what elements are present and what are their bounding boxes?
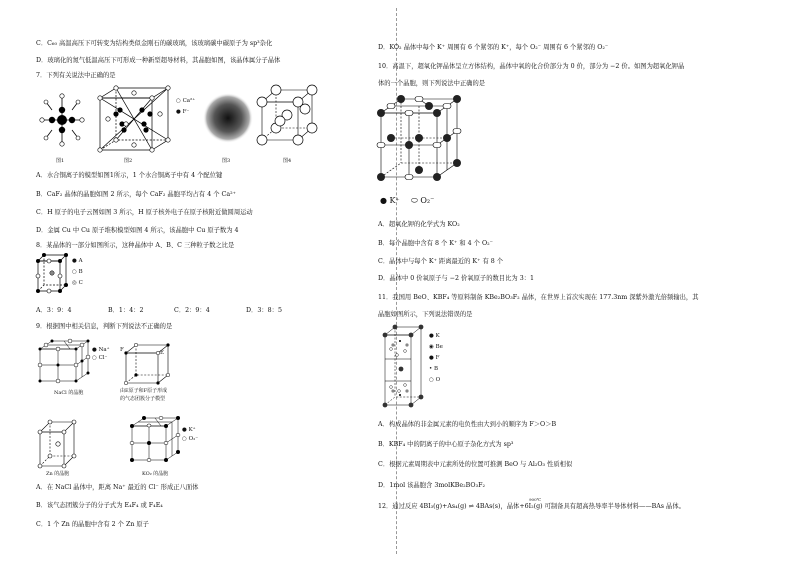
q11-legend-be: ◉ Be xyxy=(429,344,443,350)
fig1-hydrated-copper-diagram xyxy=(34,88,90,152)
q7-stem: 7．下列有关说法中正确的是 xyxy=(36,72,116,79)
q8-legend-c: ◎ C xyxy=(72,280,83,286)
q12-stem: 12．通过反应 4BI₃(g)+As₄(g) ⇌ 4BAs(s)，晶体+6I₂(g) 可制备具有超高热导率半导体材料——BAs 晶体。 xyxy=(378,503,685,510)
q8-option-a: A．3：9：4 xyxy=(36,307,72,314)
q11-legend-o: ○ O xyxy=(429,377,441,383)
q8-legend-b: ○ B xyxy=(72,269,83,275)
q9-caption-cluster-2: 的气态团簇分子模型 xyxy=(120,396,166,402)
right-column xyxy=(378,0,794,562)
q9-legend-cl: ○ Cl⁻ xyxy=(92,355,108,361)
fig2-legend-ca: ○ Ca²⁺ xyxy=(176,98,196,104)
fig2-label: 图2 xyxy=(124,158,133,164)
q8-stem: 8．某晶体的一部分如图所示，这种晶体中 A、B、C 三种粒子数之比是 xyxy=(36,242,235,249)
q10-option-d: D．晶体中 0 价氧原子与 −2 价氧原子的数目比为 3：1 xyxy=(378,275,534,282)
fig4-copper-cell-diagram xyxy=(256,84,318,156)
q9-cluster-diagram xyxy=(122,343,174,387)
q11-legend-k: ● K xyxy=(429,333,440,339)
q8-option-c: C．2：9：4 xyxy=(174,307,210,314)
q9-option-d: D．KO₂ 晶体中每个 K⁺ 周围有 6 个紧邻的 K⁺，每个 O₂⁻ 周围有 6 个紧邻的 O₂⁻ xyxy=(378,44,609,51)
q11-stem-1: 11．我国用 BeO、KBF₄ 等原料制备 KBe₂BO₃F₂ 晶体，在世界上首次实现在 177.3nm 深紫外激光倍频输出，其 xyxy=(378,294,699,301)
q10-option-b: B．每个晶胞中含有 8 个 K⁺ 和 4 个 O₂⁻ xyxy=(378,240,493,247)
q9-option-c: C．1 个 Zn 的晶胞中含有 2 个 Zn 原子 xyxy=(36,521,149,528)
fig3-label: 图3 xyxy=(222,158,231,164)
q9-label-e: E xyxy=(160,350,165,356)
q8-crystal-diagram xyxy=(34,253,70,295)
q9-caption-nacl: NaCl 的晶胞 xyxy=(54,390,84,396)
q9-legend-k: ● K⁺ xyxy=(182,427,196,433)
fig3-electron-cloud-diagram xyxy=(202,92,254,144)
q9-label-f: F xyxy=(120,347,124,353)
q10-legend-o2: ⬭ O₂⁻ xyxy=(411,196,435,205)
fig4-label: 图4 xyxy=(283,158,292,164)
q11-option-d: D．1mol 该晶胞含 3molKBe₂BO₃F₂ xyxy=(378,482,486,489)
q9-zn-cell-diagram xyxy=(36,420,78,470)
q7-option-c: C．H 原子的电子云图如图 3 所示，H 原子核外电子在原子核附近做圆周运动 xyxy=(36,209,253,216)
q12-reaction-condition: 900℃ xyxy=(529,497,542,502)
q9-caption-zn: Zn 的晶胞 xyxy=(46,471,70,477)
q11-stem-2: 晶胞如图所示，下列说法错误的是 xyxy=(378,311,473,318)
q6-option-d: D．玻璃化的氮气低温高压下可形成一种新型超导材料，其晶胞如图，该晶体属分子晶体 xyxy=(36,57,281,64)
q11-crystal-cell-diagram xyxy=(381,325,427,409)
q9-legend-o2: ○ O₂⁻ xyxy=(182,436,199,442)
fig2-legend-f: ● F⁻ xyxy=(176,109,190,115)
q9-stem: 9．根据图中相关信息，判断下列说法不正确的是 xyxy=(36,323,173,330)
q11-option-c: C．根据元素周期表中元素所处的位置可推测 BeO 与 Al₂O₃ 性质相似 xyxy=(378,461,573,468)
q7-option-a: A．水合铜离子的模型如图1所示，1 个水合铜离子中有 4 个配位键 xyxy=(36,172,223,179)
q9-ko2-cell-diagram xyxy=(128,416,182,466)
q11-legend-f: ● F xyxy=(429,355,440,361)
q8-legend-a: ● A xyxy=(72,258,83,264)
q8-option-d: D．3：8：5 xyxy=(246,307,282,314)
q9-legend-na: ● Na⁺ xyxy=(92,347,110,353)
q10-option-a: A．超氧化钾的化学式为 KO₂ xyxy=(378,221,460,228)
q11-legend-b: • B xyxy=(429,366,439,372)
fig2-caf2-cell-diagram xyxy=(94,84,174,156)
q9-caption-cluster-1: 由E原子和F原子形成 xyxy=(120,388,168,394)
fig1-label: 图1 xyxy=(56,158,65,164)
q10-legend-k: ● K⁺ xyxy=(380,196,400,205)
q10-stem-2: 体的一个晶胞，则下列说法中正确的是 xyxy=(378,80,486,87)
q10-stem-1: 10．高温下，超氧化钾晶体呈立方体结构，晶体中氧的化合价部分为 0 价，部分为 −2 价。如图为超氧化钾晶 xyxy=(378,63,685,70)
q7-option-d: D．金属 Cu 中 Cu 原子堆积模型如图 4 所示，该晶胞中 Cu 原子数为 4 xyxy=(36,227,239,234)
q7-option-b: B．CaF₂ 晶体的晶胞如图 2 所示，每个 CaF₂ 晶胞平均占有 4 个 Ca²⁺ xyxy=(36,191,236,198)
q10-ko2-cell-diagram xyxy=(375,95,465,193)
q6-option-c: C．C₆₀ 高温高压下可转变为结构类似金刚石的碳玻璃，该玻璃碳中碳原子为 sp³杂化 xyxy=(36,40,273,47)
q9-caption-ko2: KO₂ 的晶胞 xyxy=(142,471,169,477)
q9-option-a: A．在 NaCl 晶体中，距离 Na⁺ 最近的 Cl⁻ 形成正八面体 xyxy=(36,484,199,491)
q10-option-c: C．晶体中与每个 K⁺ 距离最近的 K⁺ 有 8 个 xyxy=(378,258,504,265)
q9-option-b: B．该气态团簇分子的分子式为 E₄F₄ 或 F₄E₄ xyxy=(36,502,163,509)
q9-nacl-cell-diagram xyxy=(36,339,92,385)
q11-option-b: B．KBF₄ 中的阴离子的中心原子杂化方式为 sp³ xyxy=(378,441,514,448)
q11-option-a: A．构成晶体的非金属元素的电负性由大到小的顺序为 F＞O＞B xyxy=(378,421,557,428)
q8-option-b: B．1：4：2 xyxy=(108,307,144,314)
